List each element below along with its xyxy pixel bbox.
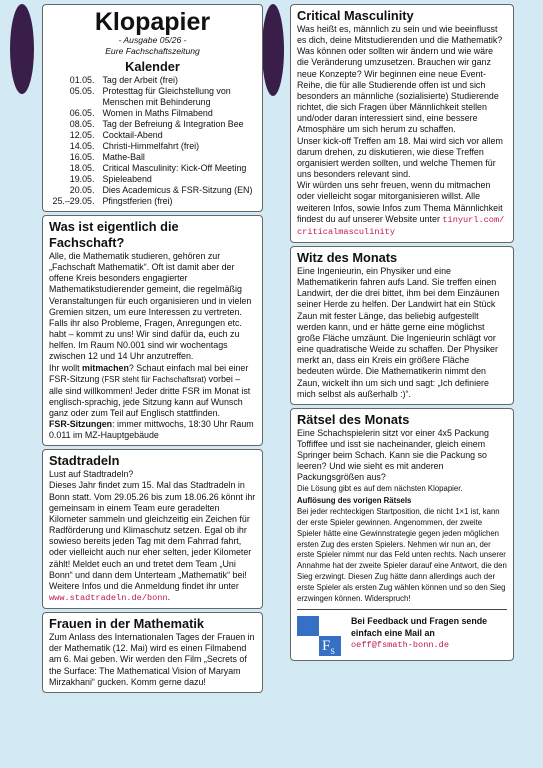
feedback-box — [297, 610, 507, 656]
fachschaft-heading: Was ist eigentlich die Fachschaft? — [49, 219, 179, 250]
frauen-heading: Frauen in der Mathematik — [49, 616, 205, 632]
fsr-schedule-label: FSR-Sitzungen — [49, 418, 113, 429]
calendar-row — [53, 141, 253, 152]
calendar-event: Critical Masculinity: Kick-Off Meeting — [102, 163, 247, 173]
fsr-schedule-text: : immer mittwochs, 18:30 Uhr Raum 0.011 im MZ-Hauptgebäude — [49, 418, 254, 441]
calendar-date: 25.–29.05. — [52, 196, 95, 206]
frauen-card — [42, 612, 263, 693]
calendar-date: 19.05. — [69, 174, 95, 184]
calendar-date: 12.05. — [69, 130, 95, 140]
calendar-event: Protesttag für Gleichstellung von Menschen mit Behinderung — [102, 86, 231, 107]
fsr-schedule — [49, 419, 256, 441]
solution-heading: Auflösung des vorigen Rätsels — [297, 496, 412, 506]
raetsel-heading: Rätsel des Monats — [297, 411, 410, 427]
calendar-event: Mathe-Ball — [102, 152, 145, 162]
solution-body: Bei jeder rechteckigen Startposition, die nicht 1×1 ist, kann der erste Spieler gewinnen. Angenommen, der zweite Spieler hätte eine Gewinnstrategie gegen jeden möglichen ersten Zug des ersten Spielers. Nehmen wir nun an, der erste Spieler nimmt nur das Feld unten rechts. Nach unserer Annahme hat der zweite Spieler darauf eine Antwort, die den Sieg erzwingt. Diesen Zug hätte dann allerdings auch der erste Spieler als ersten Zug wählen können und so den Sieg erzwingen können. Widerspruch! — [297, 507, 507, 603]
feedback-text — [351, 616, 507, 652]
critical-heading: Critical Masculinity — [297, 8, 414, 23]
calendar-date: 20.05. — [69, 185, 95, 195]
tagline: Eure Fachschaftszeitung — [105, 46, 200, 56]
calendar-date: 01.05. — [69, 75, 95, 85]
calendar-row — [53, 185, 253, 196]
calendar-row — [53, 108, 253, 119]
feedback-label: Bei Feedback und Fragen sende einfach eine Mail an — [351, 616, 488, 638]
issue-label: - Ausgabe 05/26 - — [118, 35, 187, 45]
stadtradeln-intro: Lust auf Stadtradeln? — [49, 469, 134, 480]
masthead-card — [42, 4, 263, 212]
roll-core-right — [262, 4, 284, 96]
calendar-event: Dies Academicus & FSR-Sitzung (EN) — [102, 185, 253, 195]
calendar-date: 14.05. — [69, 141, 95, 151]
stadtradeln-heading: Stadtradeln — [49, 453, 120, 469]
join-text: vorbei – alle sind willkommen! Jeder dritte FSR im Monat ist englisch-sprachig, jede Sitzung kann auf Wunsch ganz oder zum Teil auf Englisch stattfinden. — [49, 373, 251, 418]
stadtradeln-period: . — [167, 592, 171, 603]
critical-p3 — [297, 180, 507, 238]
calendar-row — [53, 196, 253, 207]
feedback-email[interactable]: oeff@fsmath-bonn.de — [351, 640, 449, 651]
calendar-event: Spieleabend — [102, 174, 152, 184]
calendar-event: Tag der Arbeit (frei) — [102, 75, 178, 85]
newspaper-title: Klopapier — [94, 8, 211, 36]
logo-sub: S — [330, 647, 335, 657]
fachschaft-card — [42, 215, 263, 446]
raetsel-body: Eine Schachspielerin sitzt vor einer 4x5 Packung Toffiffee und isst sie nacheinander, gleich einem Springer beim Schach. Kann sie die Packung so leeren? Und wie sieht es mit anderen Packungsgrößen aus? — [297, 427, 489, 483]
raetsel-note: Die Lösung gibt es auf dem nächsten Klopapier. — [297, 483, 463, 493]
calendar-event: Women in Maths Filmabend — [102, 108, 213, 118]
calendar-row — [53, 86, 253, 108]
roll-core-left — [10, 4, 34, 94]
calendar-date: 18.05. — [69, 163, 95, 173]
calendar-date: 06.05. — [69, 108, 95, 118]
right-column — [290, 0, 514, 768]
fachschaft-logo-icon — [297, 616, 341, 656]
calendar-date: 05.05. — [69, 86, 95, 96]
stadtradeln-link[interactable]: www.stadtradeln.de/bonn — [49, 593, 168, 604]
join-text: Ihr wollt — [49, 362, 83, 373]
calendar-event: Cocktail-Abend — [102, 130, 163, 140]
calendar-row — [53, 152, 253, 163]
critical-link[interactable]: tinyurl.com/criticalmasculinity — [297, 214, 505, 237]
stadtradeln-card — [42, 449, 263, 609]
calendar-event: Pfingstferien (frei) — [102, 196, 173, 206]
calendar-date: 08.05. — [69, 119, 95, 129]
critical-p1: Was heißt es, männlich zu sein und wie beeinflusst es dich, deine Mitstudierenden und die Mathematik? Was können oder sollten wir ändern und wie wäre die Veränderung umzusetzen. Brauchen wir ganz neue Konzepte? Wir beginnen eine neue Event-Reihe, die für alle Studierende offen ist und sich besonders an männliche (sozialisierte) Studierende richtet, die sich Fragen über Männlichkeit stellen und/oder daran interessiert sind, eine bessere Atmosphäre um sich herum zu schaffen. — [297, 24, 503, 135]
calendar-event: Tag der Befreiung & Integration Bee — [102, 119, 244, 129]
fachschaft-intro: Alle, die Mathematik studieren, gehören zur „Fachschaft Mathematik“. Oft ist damit aber der offene Kreis besonders engagierter Mathematikstudierender gemeint, die regelmäßig Veranstaltungen für euch organisieren und in vielen Gremien sitzen, um eure Interessen zu vertreten. Falls ihr also Probleme, Fragen, Anregungen etc. habt – kommt zu uns! Wir sind dafür da, euch zu helfen. Im Raum N0.001 sind wir wochentags zwischen 12 und 14 Uhr anzutreffen. — [49, 251, 252, 362]
calendar-row — [53, 163, 253, 174]
calendar-row — [53, 174, 253, 185]
fachschaft-join — [49, 363, 256, 419]
calendar-row — [53, 130, 253, 141]
critical-card — [290, 4, 514, 243]
stadtradeln-text: Dieses Jahr findet zum 15. Mal das Stadtradeln in Bonn statt. Vom 29.05.26 bis zum 18.06.26 könnt ihr gemeinsam in einem Team eure geradelten Kilometer sammeln und gleichzeitig ein Zeichen für Radförderung und Klimaschutz setzen. Egal ob ihr sowieso bereits jeden Tag mit dem Fahrrad fahrt, oder vielleicht auch nur eher selten, jeder Kilometer zählt! Meldet euch an und tretet dem Team „Uni Bonn“ und dann dem Unterteam „Mathematik“ bei! Weitere Infos und die Anmeldung findet ihr unter — [49, 480, 256, 591]
stadtradeln-body — [49, 480, 256, 604]
calendar-table — [53, 75, 253, 207]
witz-heading: Witz des Monats — [297, 249, 398, 265]
witz-body: Eine Ingenieurin, ein Physiker und eine Mathematikerin fahren aufs Land. Sie treffen einen Landwirt, der die drei bittet, ihm bei dem Einzäunen seiner Herde zu helfen. Der Landwirt hat ein Stück Zaun mit fester Länge, das beliebig aufgestellt werden kann, und er hätte gerne eine möglichst große Fläche umzäunt. Die Ingenieurin schlägt vor eine quadratische Weide zu schaffen. Der Physiker merkt an, dass ein Kreis ein größere Fläche bedeuten würde. Die Mathematikerin nimmt den Zaun, wickelt ihn um sich und sagt: „Ich definiere mich selbst als außerhalb :)“. — [297, 265, 500, 399]
logo-letter: F — [322, 638, 331, 655]
calendar-row — [53, 119, 253, 130]
critical-text: Wir würden uns sehr freuen, wenn du mitmachen oder vielleicht sogar mitorganisieren willst. Alle weiteren Infos, sowie Infos zum Thema Männlichkeit findest du auf unserer Website unter — [297, 180, 503, 224]
critical-p2: Unser kick-off Treffen am 18. Mai wird sich vor allem darum drehen, zu diskutieren, wie diese Treffen organisiert werden sollten, und welche Themen für uns besonders relevant sind. — [297, 135, 503, 180]
join-bold: mitmachen — [82, 362, 129, 373]
raetsel-card — [290, 408, 514, 662]
witz-card — [290, 246, 514, 405]
left-column — [42, 0, 263, 768]
join-text: ? Schaut einfach mal bei einer FSR-Sitzung — [49, 362, 249, 384]
calendar-row — [53, 75, 253, 86]
frauen-body: Zum Anlass des Internationalen Tages der Frauen in der Mathematik (12. Mai) wird es einen Filmabend am 6. Mai geben. Wir werden den Film „Secrets of the Surface: The Mathematical Vision of Maryam Mirzakhani“ gucken. Komm gerne dazu! — [49, 632, 255, 687]
calendar-date: 16.05. — [69, 152, 95, 162]
calendar-heading: Kalender — [125, 59, 180, 74]
fsr-explanation: (FSR steht für Fachschaftsrat) — [101, 374, 207, 384]
calendar-event: Christi-Himmelfahrt (frei) — [102, 141, 200, 151]
